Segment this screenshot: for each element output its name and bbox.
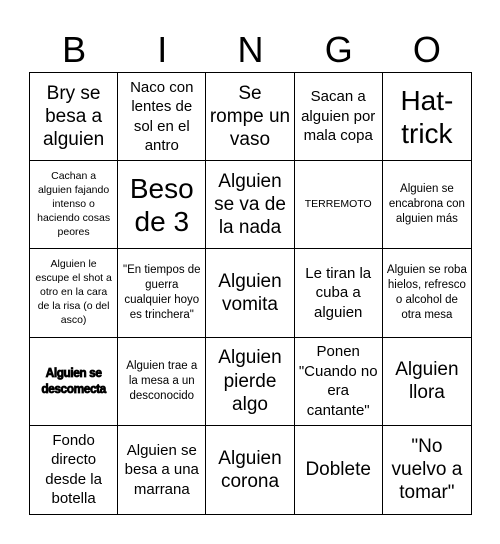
bingo-cell: Hat-trick <box>383 73 471 161</box>
header-letter-n: N <box>237 29 264 70</box>
bingo-cell: Alguien pierde algo <box>206 338 294 426</box>
header-letter-i: I <box>157 29 168 70</box>
bingo-cell: Se rompe un vaso <box>206 73 294 161</box>
header-letter-g: G <box>324 29 353 70</box>
bingo-cell: Alguien le escupe el shot a otro en la cara de la risa (o del asco) <box>30 249 118 337</box>
bingo-cell: Alguien vomita <box>206 249 294 337</box>
header-letter-o: O <box>412 29 441 70</box>
bingo-cell: Alguien se besa a una marrana <box>118 426 206 514</box>
bingo-cell: "En tiempos de guerra cualquier hoyo es trinchera" <box>118 249 206 337</box>
bingo-header <box>30 28 471 72</box>
bingo-cell: Alguien corona <box>206 426 294 514</box>
bingo-cell: Fondo directo desde la botella <box>30 426 118 514</box>
header-letter-b: B <box>62 29 87 70</box>
bingo-cell: Alguien se encabrona con alguien más <box>383 161 471 249</box>
bingo-cell: Alguien trae a la mesa a un desconocido <box>118 338 206 426</box>
bingo-cell: Bry se besa a alguien <box>30 73 118 161</box>
bingo-cell: Le tiran la cuba a alguien <box>295 249 383 337</box>
bingo-cell: Alguien se roba hielos, refresco o alcohol de otra mesa <box>383 249 471 337</box>
bingo-cell: Alguien se va de la nada <box>206 161 294 249</box>
stylized-cell-text: Alguien se descomecta <box>41 364 106 397</box>
bingo-cell: Sacan a alguien por mala copa <box>295 73 383 161</box>
bingo-cell: Ponen "Cuando no era cantante" <box>295 338 383 426</box>
bingo-cell <box>30 338 118 426</box>
bingo-board <box>29 72 472 515</box>
bingo-cell: Doblete <box>295 426 383 514</box>
bingo-cell: Beso de 3 <box>118 161 206 249</box>
bingo-cell: Cachan a alguien fajando intenso o haciendo cosas peores <box>30 161 118 249</box>
bingo-cell: "No vuelvo a tomar" <box>391 436 463 504</box>
bingo-cell: Naco con lentes de sol en el antro <box>118 73 206 161</box>
bingo-cell: TERREMOTO <box>295 161 383 249</box>
bingo-cell: Alguien llora <box>383 338 471 426</box>
